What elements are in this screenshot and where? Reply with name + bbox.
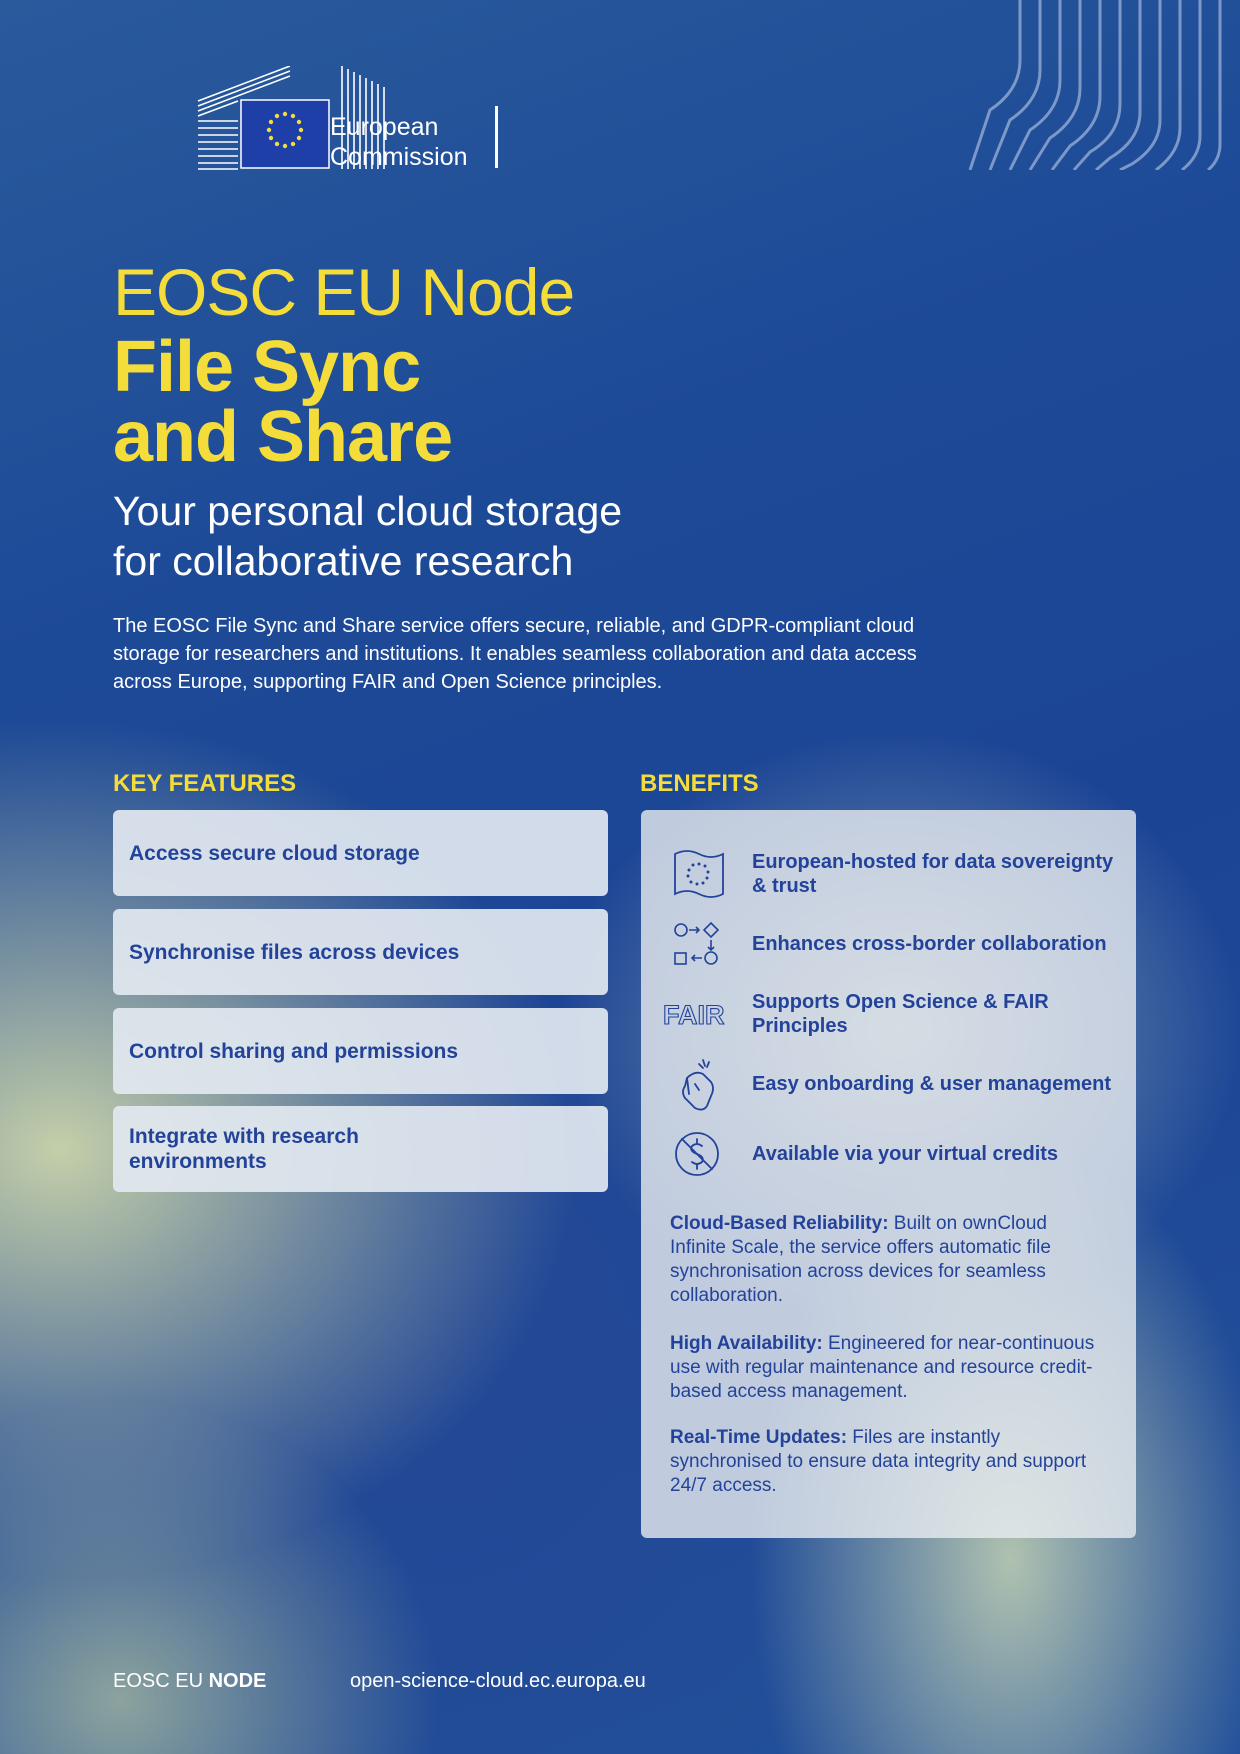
footer-brand-regular: EOSC EU	[113, 1670, 209, 1692]
logo-wordmark	[330, 112, 468, 172]
subtitle-line1: Your personal cloud storage	[113, 488, 623, 534]
eu-flag-icon	[665, 844, 729, 904]
feature-label: Control sharing and permissions	[129, 1039, 459, 1063]
footer-url-link[interactable]: open-science-cloud.ec.europa.eu	[350, 1670, 646, 1692]
subtitle	[113, 486, 813, 586]
decorative-lines	[960, 0, 1240, 170]
benefit-item	[641, 1122, 1136, 1186]
page-title-line3: and Share	[113, 397, 453, 477]
feature-card	[113, 810, 608, 896]
benefit-paragraph	[670, 1426, 1100, 1498]
benefits-panel	[641, 810, 1136, 1538]
benefit-item	[641, 842, 1136, 906]
paragraph-text: Files are instantly synchronised to ensure data integrity and support 24/7 access.	[670, 1427, 1087, 1496]
no-cost-icon	[665, 1124, 729, 1184]
benefit-item	[641, 982, 1136, 1046]
page-title-line2: File Sync	[113, 327, 421, 407]
benefit-paragraph	[670, 1332, 1100, 1404]
logo-line1: European	[330, 113, 439, 141]
benefits-heading: BENEFITS	[640, 770, 759, 797]
benefit-label: Easy onboarding & user management	[752, 1073, 1111, 1095]
feature-card	[113, 1008, 608, 1094]
feature-label: Synchronise files across devices	[129, 940, 460, 964]
paragraph-heading: Real-Time Updates:	[670, 1427, 848, 1448]
benefit-label: Available via your virtual credits	[752, 1143, 1059, 1165]
page-title-line1: EOSC EU Node	[113, 255, 575, 329]
benefit-label: Supports Open Science & FAIR Principles	[752, 991, 1049, 1037]
benefit-label: European-hosted for data sovereignty & trust	[752, 851, 1114, 897]
fair-icon-text: FAIR	[663, 1000, 725, 1030]
paragraph-heading: Cloud-Based Reliability:	[670, 1213, 889, 1234]
benefit-item	[641, 912, 1136, 976]
footer-brand-bold: NODE	[208, 1670, 267, 1692]
paragraph-text: Built on ownCloud Infinite Scale, the service offers automatic file synchronisation across devices for seamless collaboration.	[670, 1213, 1051, 1306]
logo-line2: Commission	[330, 143, 468, 171]
feature-label: Access secure cloud storage	[129, 841, 420, 865]
intro-paragraph: The EOSC File Sync and Share service offers secure, reliable, and GDPR-compliant cloud storage for researchers and institutions. It enables seamless collaboration and data access across Europe, supporting FAIR and Open Science principles.	[113, 615, 917, 693]
subtitle-line2: for collaborative research	[113, 538, 574, 584]
page-title-main	[113, 327, 453, 477]
footer-brand	[113, 1668, 266, 1694]
hand-tap-icon	[665, 1054, 729, 1114]
workflow-icon	[665, 914, 729, 974]
key-features-heading: KEY FEATURES	[113, 770, 297, 797]
paragraph-text: Engineered for near-continuous use with regular maintenance and resource credit-based access management.	[670, 1333, 1095, 1402]
paragraph-heading: High Availability:	[670, 1333, 823, 1354]
fair-icon	[663, 984, 727, 1044]
logo-divider	[495, 106, 498, 168]
benefit-item	[641, 1052, 1136, 1116]
benefit-label: Enhances cross-border collaboration	[752, 933, 1107, 955]
feature-card	[113, 909, 608, 995]
feature-card	[113, 1106, 608, 1192]
feature-label: Integrate with research environments	[129, 1125, 359, 1173]
benefit-paragraph	[670, 1212, 1100, 1308]
